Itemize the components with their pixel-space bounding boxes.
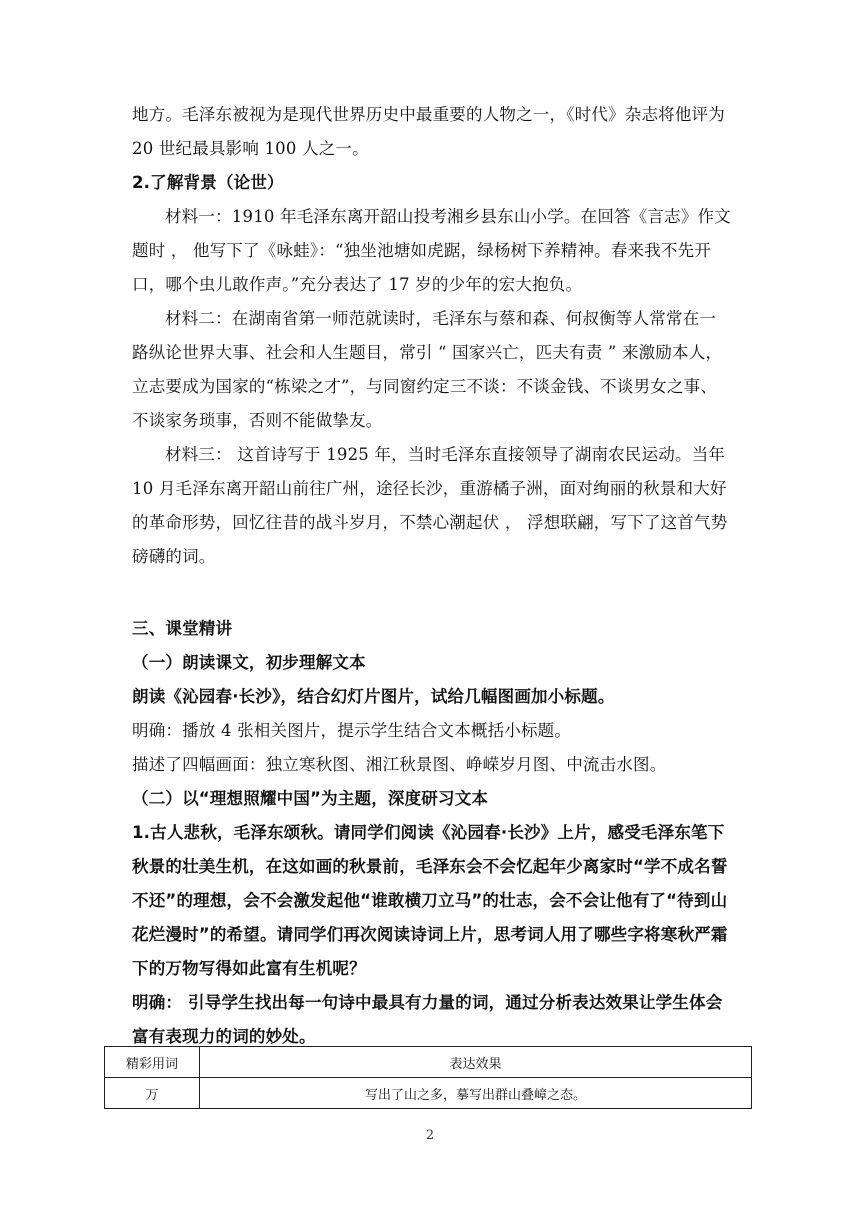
material-three: 材料三： 这首诗写于 1925 年，当时毛泽东直接领导了湖南农民运动。当年 10 月毛泽东离开韶山前往广州，途径长沙，重游橘子洲，面对绚丽的秋景和大好的革命形势，回忆往昔的战斗岁月，不禁心潮起伏 ， 浮想联翩，写下了这首气势磅礴的词。 xyxy=(132,445,728,566)
table-header-cell: 表达效果 xyxy=(200,1047,752,1078)
heading-background: 2.了解背景（论世） xyxy=(132,173,284,192)
material-one: 材料一：1910 年毛泽东离开韶山投考湘乡县东山小学。在回答《言志》作文题时 ， 他写下了《咏蛙》：“独坐池塘如虎踞，绿杨树下养精神。春来我不先开口，哪个虫儿敢作声。”充分表达了 17 岁的少年的宏大抱负。 xyxy=(132,207,731,294)
word-effect-table xyxy=(104,1046,752,1109)
table-cell-word: 万 xyxy=(105,1078,200,1109)
table-cell-effect: 写出了山之多，摹写出群山叠嶂之态。 xyxy=(200,1078,752,1109)
page-number: 2 xyxy=(425,1128,435,1143)
material-two: 材料二：在湖南省第一师范就读时，毛泽东与蔡和森、何叔衡等人常常在一路纵论世界大事、社会和人生题目，常引 “ 国家兴亡，匹夫有责 ” 来激励本人，立志要成为国家的“栋梁之才”，与同窗约定三不谈：不谈金钱、不谈男女之事、不谈家务琐事，否则不能做挚友。 xyxy=(132,309,723,430)
picture-description: 描述了四幅画面：独立寒秋图、湘江秋景图、峥嵘岁月图、中流击水图。 xyxy=(132,755,667,774)
heading-subsection-one: （一）朗读课文，初步理解文本 xyxy=(132,653,366,672)
table-header-cell: 精彩用词 xyxy=(105,1047,200,1078)
answer-reading: 明确：播放 4 张相关图片，提示学生结合文本概括小标题。 xyxy=(132,721,572,740)
task-reading: 朗读《沁园春·长沙》，结合幻灯片图片，试给几幅图画加小标题。 xyxy=(132,687,615,706)
spacer xyxy=(132,574,732,612)
paragraph-intro-continued: 地方。毛泽东被视为是现代世界历史中最重要的人物之一，《时代》杂志将他评为 20 世纪最具影响 100 人之一。 xyxy=(132,105,725,158)
answer-question-one: 明确： 引导学生找出每一句诗中最具有力量的词，通过分析表达效果让学生体会富有表现力的词的妙处。 xyxy=(132,993,723,1046)
heading-subsection-two: （二）以“理想照耀中国”为主题，深度研习文本 xyxy=(132,789,489,808)
table-row xyxy=(105,1078,752,1109)
question-one: 1.古人悲秋，毛泽东颂秋。请同学们阅读《沁园春·长沙》上片，感受毛泽东笔下秋景的壮美生机，在这如画的秋景前，毛泽东会不会忆起年少离家时“学不成名誓不还”的理想，会不会激发起他“谁敢横刀立马”的壮志，会不会让他有了“待到山花烂漫时”的希望。请同学们再次阅读诗词上片，思考词人用了哪些字将寒秋严霜下的万物写得如此富有生机呢？ xyxy=(132,823,728,978)
heading-section-three: 三、课堂精讲 xyxy=(132,619,233,638)
table-header-row xyxy=(105,1047,752,1078)
page-content xyxy=(132,98,732,1054)
